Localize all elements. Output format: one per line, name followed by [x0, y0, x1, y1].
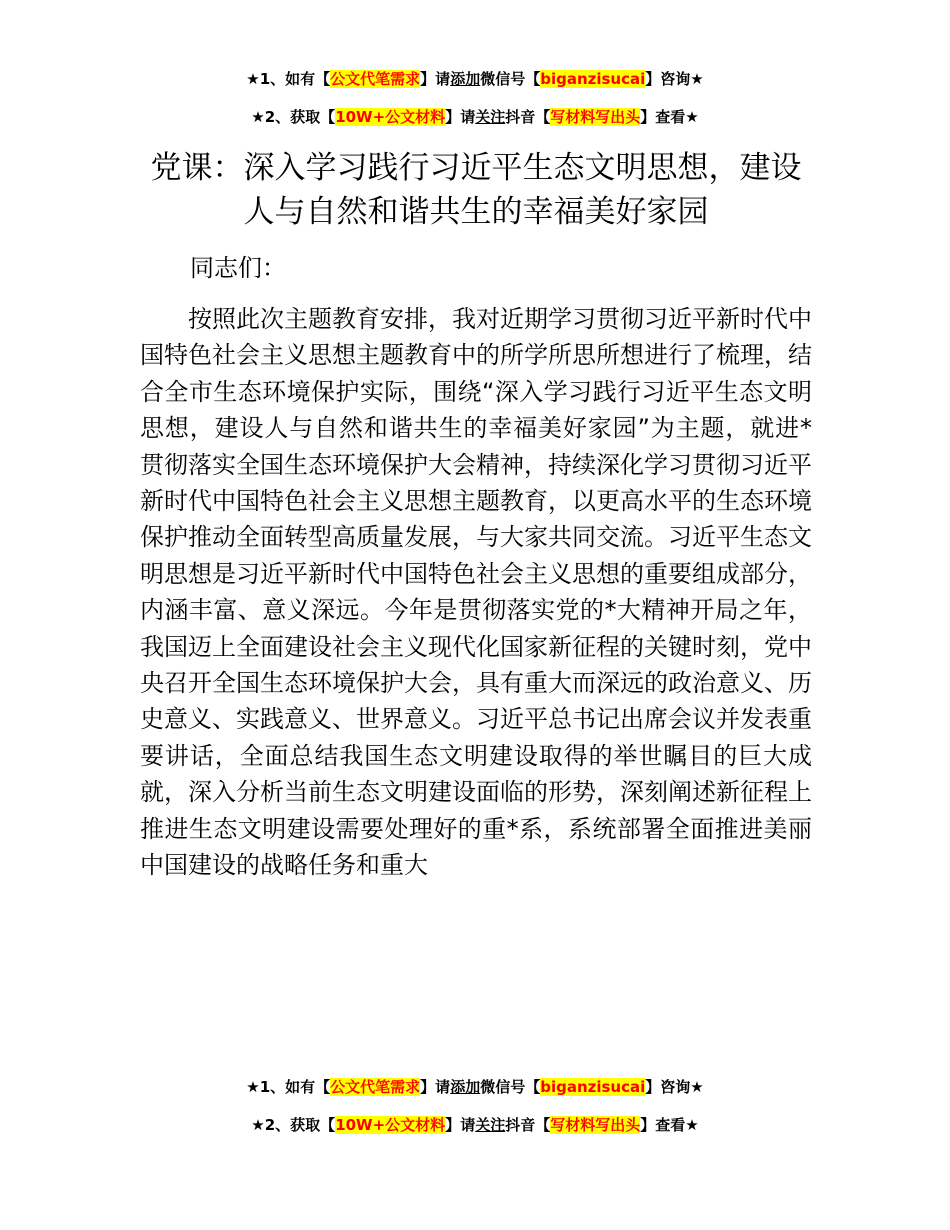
banner-text: 微信号【 [480, 70, 541, 88]
banner-text: 微信号【 [480, 1078, 541, 1096]
banner-highlight: 写材料写出头 [550, 1116, 641, 1134]
banner-text: 】请 [445, 108, 476, 126]
banner-emphasis: 关注 [475, 1116, 506, 1134]
banner-prefix: ★2、获取【 [251, 1116, 336, 1134]
banner-highlight: biganzisucai [540, 1078, 646, 1096]
banner-highlight: 10W+公文材料 [335, 108, 446, 126]
banner-emphasis: 关注 [475, 108, 506, 126]
body-paragraph: 按照此次主题教育安排，我对近期学习贯彻习近平新时代中国特色社会主义思想主题教育中的所学所思所想进行了梳理，结合全市生态环境保护实际，围绕“深入学习践行习近平生态文明思想，建设人与自然和谐共生的幸福美好家园”为主题，就进*贯彻落实全国生态环境保护大会精神，持续深化学习贯彻习近平新时代中国特色社会主义思想主题教育，以更高水平的生态环境保护推动全面转型高质量发展，与大家共同交流。习近平生态文明思想是习近平新时代中国特色社会主义思想的重要组成部分，内涵丰富、意义深远。今年是贯彻落实党的*大精神开局之年，我国迈上全面建设社会主义现代化国家新征程的关键时刻，党中央召开全国生态环境保护大会，具有重大而深远的政治意义、历史意义、实践意义、世界意义。习近平总书记出席会议并发表重要讲话，全面总结我国生态文明建设取得的举世瞩目的巨大成就，深入分析当前生态文明建设面临的形势，深刻阐述新征程上推进生态文明建设需要处理好的重*系，系统部署全面推进美丽中国建设的战略任务和重大 [140, 305, 812, 880]
banner-text: 抖音【 [505, 1116, 551, 1134]
banner-emphasis: 添加 [450, 1078, 481, 1096]
banner-text: 】请 [445, 1116, 476, 1134]
banner-highlight: 10W+公文材料 [335, 1116, 446, 1134]
banner-highlight: 公文代笔需求 [330, 70, 421, 88]
top-banner-line-1 [0, 68, 950, 90]
banner-text: 抖音【 [505, 108, 551, 126]
banner-suffix: 】查看★ [640, 1116, 699, 1134]
banner-text: 】请 [420, 70, 451, 88]
banner-suffix: 】咨询★ [645, 70, 704, 88]
banner-prefix: ★1、如有【 [246, 70, 331, 88]
bottom-banner-line-1 [0, 1076, 950, 1098]
banner-highlight: 公文代笔需求 [330, 1078, 421, 1096]
banner-highlight: biganzisucai [540, 70, 646, 88]
banner-suffix: 】查看★ [640, 108, 699, 126]
top-banner-line-2 [0, 106, 950, 128]
banner-emphasis: 添加 [450, 70, 481, 88]
banner-prefix: ★1、如有【 [246, 1078, 331, 1096]
banner-highlight: 写材料写出头 [550, 108, 641, 126]
bottom-banner-line-2 [0, 1114, 950, 1136]
banner-text: 】请 [420, 1078, 451, 1096]
document-title: 党课：深入学习践行习近平生态文明思想，建设人与自然和谐共生的幸福美好家园 [150, 150, 802, 230]
banner-suffix: 】咨询★ [645, 1078, 704, 1096]
banner-prefix: ★2、获取【 [251, 108, 336, 126]
greeting: 同志们： [190, 254, 286, 282]
document-body [140, 301, 812, 884]
